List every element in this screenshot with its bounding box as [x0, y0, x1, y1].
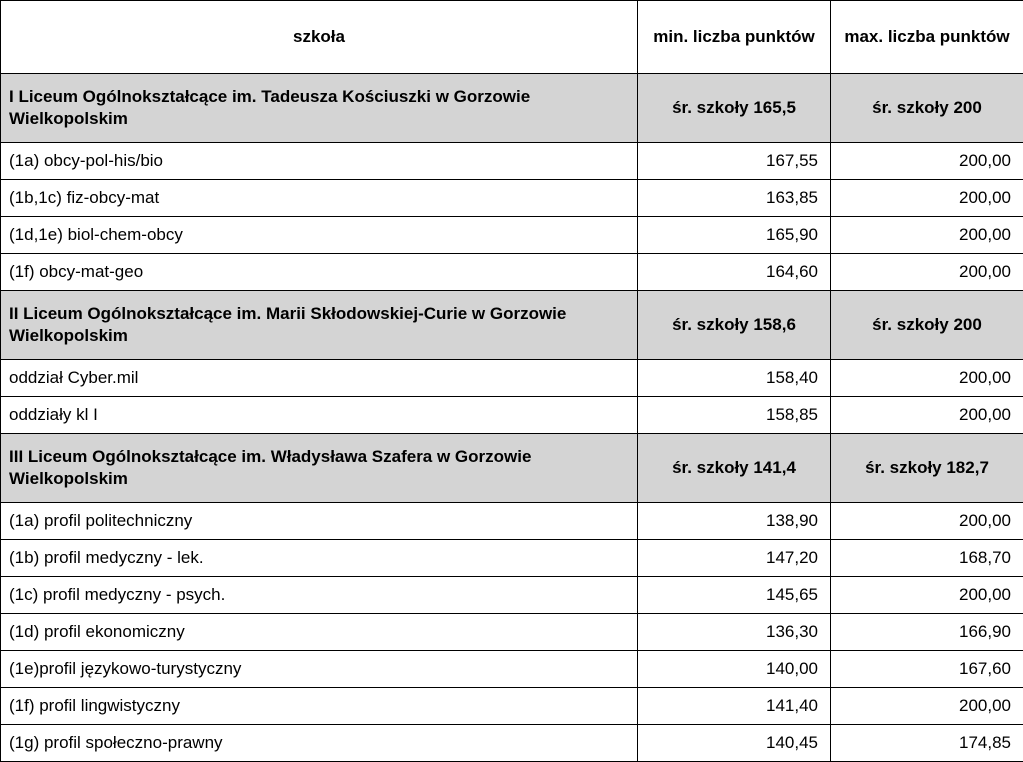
table-row — [1, 360, 1023, 397]
school-name: I Liceum Ogólnokształcące im. Tadeusza Kościuszki w Gorzowie Wielkopolskim — [1, 74, 638, 143]
profile-name: (1b) profil medyczny - lek. — [1, 540, 638, 577]
max-points-value: śr. szkoły 200 — [831, 74, 1023, 143]
max-points-value: 200,00 — [831, 688, 1023, 725]
profile-name: (1f) profil lingwistyczny — [1, 688, 638, 725]
school-name: III Liceum Ogólnokształcące im. Władysława Szafera w Gorzowie Wielkopolskim — [1, 434, 638, 503]
min-points-value: 141,40 — [638, 688, 831, 725]
min-points-value: śr. szkoły 165,5 — [638, 74, 831, 143]
min-points-value: śr. szkoły 158,6 — [638, 291, 831, 360]
min-points-value: 140,45 — [638, 725, 831, 762]
column-header-min-points: min. liczba punktów — [638, 1, 831, 74]
table-row — [1, 143, 1023, 180]
table-row — [1, 503, 1023, 540]
table-row — [1, 651, 1023, 688]
table-row — [1, 180, 1023, 217]
max-points-value: 168,70 — [831, 540, 1023, 577]
profile-name: (1a) obcy-pol-his/bio — [1, 143, 638, 180]
max-points-value: 200,00 — [831, 503, 1023, 540]
max-points-value: 200,00 — [831, 397, 1023, 434]
min-points-value: 158,40 — [638, 360, 831, 397]
table-row — [1, 397, 1023, 434]
table-body — [1, 74, 1023, 762]
min-points-value: 167,55 — [638, 143, 831, 180]
profile-name: oddziały kl I — [1, 397, 638, 434]
min-points-value: 164,60 — [638, 254, 831, 291]
max-points-value: 200,00 — [831, 143, 1023, 180]
max-points-value: 200,00 — [831, 254, 1023, 291]
min-points-value: 136,30 — [638, 614, 831, 651]
table-row — [1, 540, 1023, 577]
table-row — [1, 614, 1023, 651]
min-points-value: 147,20 — [638, 540, 831, 577]
table-row — [1, 577, 1023, 614]
min-points-value: 163,85 — [638, 180, 831, 217]
school-group-row — [1, 291, 1023, 360]
max-points-value: 200,00 — [831, 360, 1023, 397]
school-group-row — [1, 74, 1023, 143]
profile-name: (1d,1e) biol-chem-obcy — [1, 217, 638, 254]
max-points-value: 200,00 — [831, 180, 1023, 217]
profile-name: oddział Cyber.mil — [1, 360, 638, 397]
table-row — [1, 725, 1023, 762]
max-points-value: 200,00 — [831, 577, 1023, 614]
min-points-value: 145,65 — [638, 577, 831, 614]
max-points-value: 200,00 — [831, 217, 1023, 254]
max-points-value: śr. szkoły 200 — [831, 291, 1023, 360]
column-header-max-points: max. liczba punktów — [831, 1, 1023, 74]
min-points-value: 138,90 — [638, 503, 831, 540]
max-points-value: 167,60 — [831, 651, 1023, 688]
profile-name: (1b,1c) fiz-obcy-mat — [1, 180, 638, 217]
profile-name: (1d) profil ekonomiczny — [1, 614, 638, 651]
table-row — [1, 217, 1023, 254]
max-points-value: 174,85 — [831, 725, 1023, 762]
table-header-row — [1, 1, 1023, 74]
school-group-row — [1, 434, 1023, 503]
min-points-value: 165,90 — [638, 217, 831, 254]
profile-name: (1f) obcy-mat-geo — [1, 254, 638, 291]
profile-name: (1g) profil społeczno-prawny — [1, 725, 638, 762]
profile-name: (1e)profil językowo-turystyczny — [1, 651, 638, 688]
min-points-value: śr. szkoły 141,4 — [638, 434, 831, 503]
profile-name: (1c) profil medyczny - psych. — [1, 577, 638, 614]
max-points-value: 166,90 — [831, 614, 1023, 651]
table-row — [1, 254, 1023, 291]
min-points-value: 158,85 — [638, 397, 831, 434]
max-points-value: śr. szkoły 182,7 — [831, 434, 1023, 503]
column-header-school: szkoła — [1, 1, 638, 74]
school-name: II Liceum Ogólnokształcące im. Marii Skłodowskiej-Curie w Gorzowie Wielkopolskim — [1, 291, 638, 360]
table-row — [1, 688, 1023, 725]
profile-name: (1a) profil politechniczny — [1, 503, 638, 540]
min-points-value: 140,00 — [638, 651, 831, 688]
